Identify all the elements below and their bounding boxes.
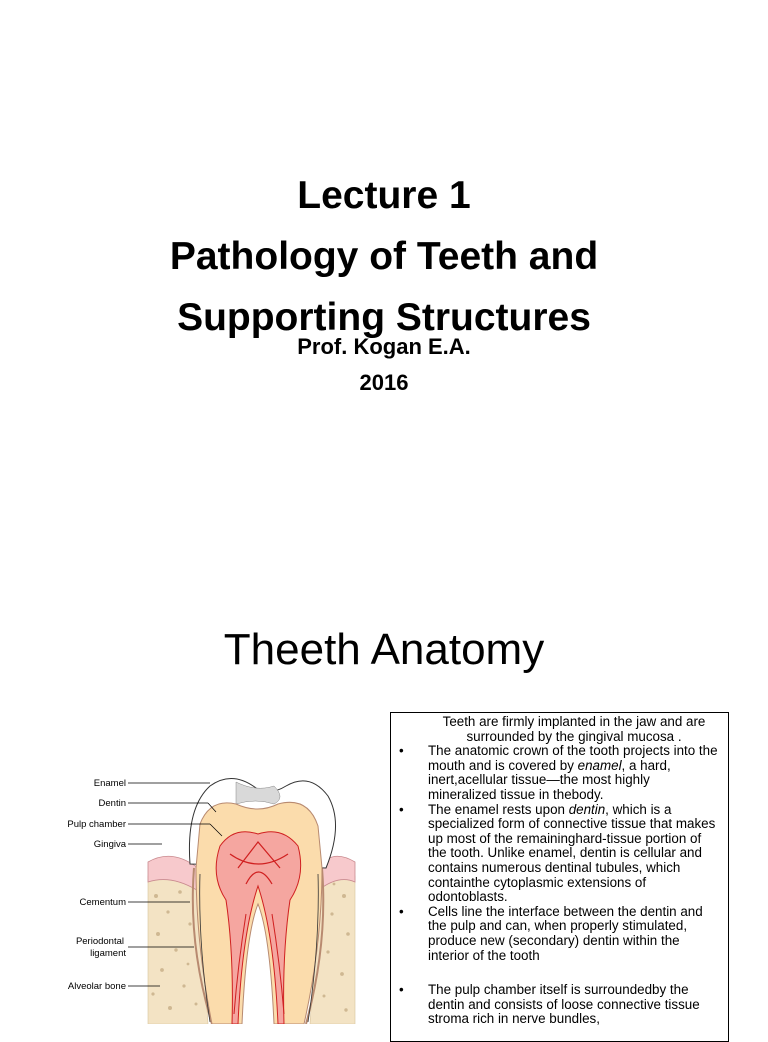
anatomy-bullet-list: [391, 744, 728, 1027]
label-enamel: [94, 778, 210, 789]
enamel-label: Enamel: [93, 778, 126, 789]
bullet-marker: •: [399, 982, 404, 998]
title-line-3: Supporting Structures: [177, 296, 591, 339]
title-line-1: Lecture 1: [297, 174, 471, 217]
pulp-chamber-label: Pulp chamber: [67, 819, 126, 830]
alveolar-bone-label: Alveolar bone: [67, 981, 126, 992]
anatomy-slide: [0, 576, 768, 1027]
title-line-2: Pathology of Teeth and: [169, 235, 599, 278]
tooth-anatomy-diagram: [60, 764, 370, 1024]
dentin-label: Dentin: [98, 798, 126, 809]
gingiva-label: Gingiva: [93, 839, 126, 850]
bullet-item: • The enamel rests upon dentin, which is a specialized form of connective tissue that makes up most of the remaininghard-tissue portion of the tooth. Unlike enamel, dentin is cellular and contains numerous dentinal tubules, which containthe cytoplasmic extensions of odontoblasts.: [399, 801, 716, 905]
cementum-label: Cementum: [79, 897, 126, 908]
bullet-marker: •: [399, 903, 404, 919]
periodontal-label-2: ligament: [90, 948, 126, 959]
author-name: Prof. Kogan E.A.: [297, 334, 471, 359]
slide-title: Theeth Anatomy: [223, 625, 545, 674]
lecture-year: 2016: [359, 370, 409, 395]
bullet-spacer: [391, 963, 728, 983]
bullet-marker: •: [399, 743, 404, 759]
bullet-marker: •: [399, 801, 404, 817]
periodontal-label-1: Periodontal: [75, 936, 124, 947]
label-gingiva: [94, 839, 162, 850]
anatomy-text-box: [390, 712, 729, 1042]
bullet-item: • Cells line the interface between the dentin and the pulp and can, when properly stimulated, produce new (secondary) dentin within the interior of the tooth: [399, 903, 703, 963]
label-alveolar-bone: [68, 981, 160, 992]
intro-text: Teeth are firmly implanted in the jaw and are surrounded by the gingival mucosa .: [442, 714, 706, 744]
lecture-title: [0, 165, 768, 348]
bullet-item: • The anatomic crown of the tooth projects into the mouth and is covered by enamel, a hard, inert,acellular tissue—the most highly mineralized tissue in thebody.: [399, 743, 718, 802]
bullet-item: • The pulp chamber itself is surroundedby the dentin and consists of loose connective tissue stroma rich in nerve bundles,: [399, 982, 700, 1027]
